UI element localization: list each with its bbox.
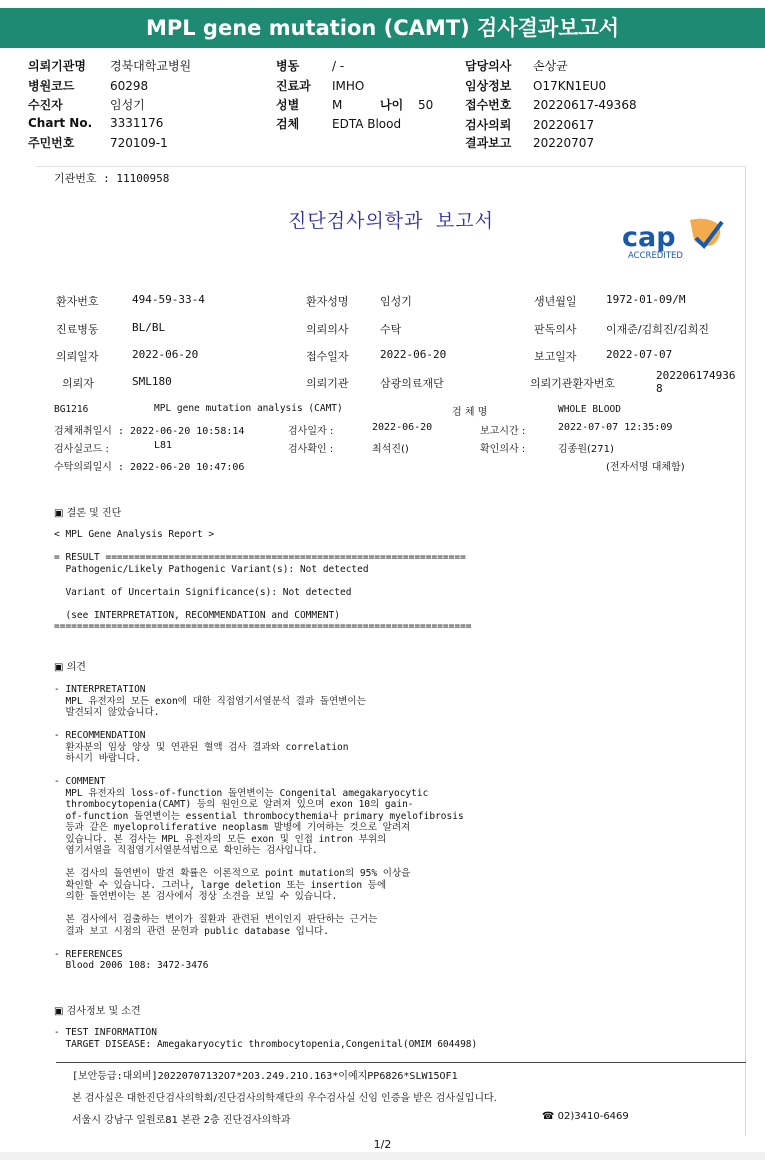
patient-label: 진료병동 — [56, 323, 99, 336]
header-item: 의뢰기관명 경북대학교병원 — [28, 59, 192, 73]
test-row: L81 — [154, 440, 173, 451]
security-line: [보안등급:대외비]20220707132O7*2O3.249.21O.163*이예지PP6826*SLW15OF1 — [72, 1071, 458, 1082]
header-item: 수진자 임성기 — [28, 98, 145, 112]
patient-label: 환자번호 — [56, 295, 99, 308]
patient-value: 202206174936 — [656, 369, 736, 382]
test-row: 검사확인 : — [288, 444, 334, 455]
header-item: 결과보고 20220707 — [465, 136, 595, 150]
test-row: 수탁의뢰일시 : 2022-06-20 10:47:06 — [54, 462, 245, 473]
patient-label: 의뢰일자 — [56, 350, 99, 363]
patient-label: 판독의사 — [534, 323, 577, 336]
patient-value: SML180 — [132, 375, 172, 388]
header-item: 병원코드 60298 — [28, 79, 149, 93]
lab-address: 서울시 강남구 일원로81 본관 2층 진단검사의학과 — [72, 1115, 291, 1126]
page-bottom-strip — [0, 1152, 765, 1160]
section-heading-conclusion: ▣ 결론 및 진단 — [54, 508, 122, 519]
patient-value: 2022-06-20 — [132, 348, 199, 361]
header-item: 접수번호 20220617-49368 — [465, 98, 637, 112]
specimen-label: 검 체 명 — [452, 407, 488, 418]
header-item: Chart No. 3331176 — [28, 116, 164, 130]
header-item: 검사의뢰 20220617 — [465, 118, 595, 132]
test-row: 검사일자 : — [288, 426, 334, 437]
patient-value: 수탁 — [380, 323, 402, 336]
patient-label: 의뢰자 — [62, 377, 94, 390]
header-item: 주민번호 720109-1 — [28, 136, 168, 150]
divider — [36, 166, 746, 167]
patient-value: 1972-01-09/M — [606, 293, 686, 306]
test-row: 김종원(271) — [558, 444, 614, 455]
e-signature-note: (전자서명 대체함) — [606, 462, 685, 473]
header-item: 병동 / - — [276, 59, 345, 73]
patient-value: BL/BL — [132, 321, 166, 334]
patient-label: 보고일자 — [534, 350, 577, 363]
patient-label: 생년월일 — [534, 295, 577, 308]
patient-value: 2022-07-07 — [606, 348, 673, 361]
test-row: 최석진() — [372, 444, 409, 455]
patient-value: 494-59-33-4 — [132, 293, 205, 306]
header-item: 검체 EDTA Blood — [276, 117, 402, 131]
cap-logo-sub: ACCREDITED — [628, 251, 683, 261]
patient-value: 임성기 — [380, 295, 412, 308]
test-row: 검체채취일시 : 2022-06-20 10:58:14 — [54, 426, 245, 437]
test-row: 2022-07-07 12:35:09 — [558, 422, 673, 433]
test-row: 확인의사 : — [480, 444, 526, 455]
test-info-body: - TEST INFORMATION TARGET DISEASE: Amegakaryocytic thrombocytopenia,Congenital(OMIM 604498) — [54, 1027, 478, 1050]
opinion-body: - INTERPRETATION MPL 유전자의 모든 exon에 대한 직접염기서열분석 결과 돌연변이는 발견되지 않았습니다. - RECOMMENDATION 환자분의 임상 양상 및 연관된 혈액 검사 결과와 correlation 하시기 바랍니다. - COMMENT MPL 유전자의 loss-of-function 돌연변이는 Congenital amegakaryocytic thrombocytopenia(CAMT) 등의 원인으로 알려져 있으며 exon 10의 gain- of-function 돌연변이는 essential thrombocythemia나 primary myelofibrosis 등과 같은 myeloproliferative neoplasm 발병에 기여하는 것으로 알려져 있습니다. 본 검사는 MPL 유전자의 모든 exon 및 인접 intron 부위의 염기서열을 직접염기서열분석법으로 확인하는 검사입니다. 본 검사의 돌연변이 발견 확률은 이론적으로 point mutation의 95% 이상을 확인할 수 있습니다. 그러나, large deletion 또는 insertion 등에 의한 돌연변이는 본 검사에서 정상 소견을 보일 수 있습니다. 본 검사에서 검출하는 변이가 질환과 관련된 변이인지 판단하는 근거는 결과 보고 시점의 관련 문헌과 public database 입니다. - REFERENCES Blood 2006 108: 3472-3476 — [54, 684, 464, 971]
patient-label: 접수일자 — [306, 350, 349, 363]
patient-value: 2022-06-20 — [380, 348, 447, 361]
section-heading-opinion: ▣ 의견 — [54, 662, 86, 673]
document-title: 진단검사의학과 보고서 — [288, 210, 494, 232]
patient-label: 의뢰기관환자번호 — [530, 377, 616, 390]
test-row: 2022-06-20 — [372, 422, 433, 433]
report-footer — [56, 1062, 746, 1135]
patient-label: 환자성명 — [306, 295, 349, 308]
section-heading-test-info: ▣ 검사정보 및 소견 — [54, 1006, 141, 1017]
conclusion-body: < MPL Gene Analysis Report > = RESULT =============================================================== Pathogenic/Likely Pathogenic Variant(s): Not detected Variant of Uncertain Significance(s): Not detected (see INTERPRETATION, RECOMMENDATION and COMMENT) ========================================================================= — [54, 529, 472, 632]
patient-label: 의뢰기관 — [306, 377, 349, 390]
patient-value: 삼광의료재단 — [380, 377, 444, 390]
header-item: 임상정보 O17KN1EU0 — [465, 79, 607, 93]
test-name: MPL gene mutation analysis (CAMT) — [154, 403, 343, 414]
header-item: 진료과 IMHO — [276, 79, 365, 93]
test-code: BG1216 — [54, 404, 89, 415]
cap-accredited-logo — [620, 214, 728, 262]
patient-value: 8 — [656, 382, 663, 395]
cap-logo-text: cap — [622, 222, 676, 253]
header-item: 담당의사 손상균 — [465, 59, 568, 73]
page-number: 1/2 — [373, 1138, 392, 1151]
header-item: 성별 M 나이 50 — [276, 98, 434, 112]
test-row: 보고시간 : — [480, 426, 526, 437]
report-banner-title: MPL gene mutation (CAMT) 검사결과보고서 — [0, 8, 765, 48]
institution-number: 기관번호 : 11100958 — [54, 172, 170, 185]
test-row: 검사실코드 : — [54, 444, 109, 455]
patient-label: 의뢰의사 — [306, 323, 349, 336]
report-document — [36, 166, 746, 1136]
divider — [745, 166, 746, 1136]
certification-note: 본 검사실은 대한진단검사의학회/진단검사의학재단의 우수검사실 신임 인증을 받은 검사실입니다. — [72, 1093, 497, 1104]
lab-phone: ☎ 02)3410-6469 — [542, 1111, 629, 1122]
patient-value: 이재준/김희진/김희진 — [606, 323, 710, 336]
specimen-value: WHOLE BLOOD — [558, 404, 621, 415]
